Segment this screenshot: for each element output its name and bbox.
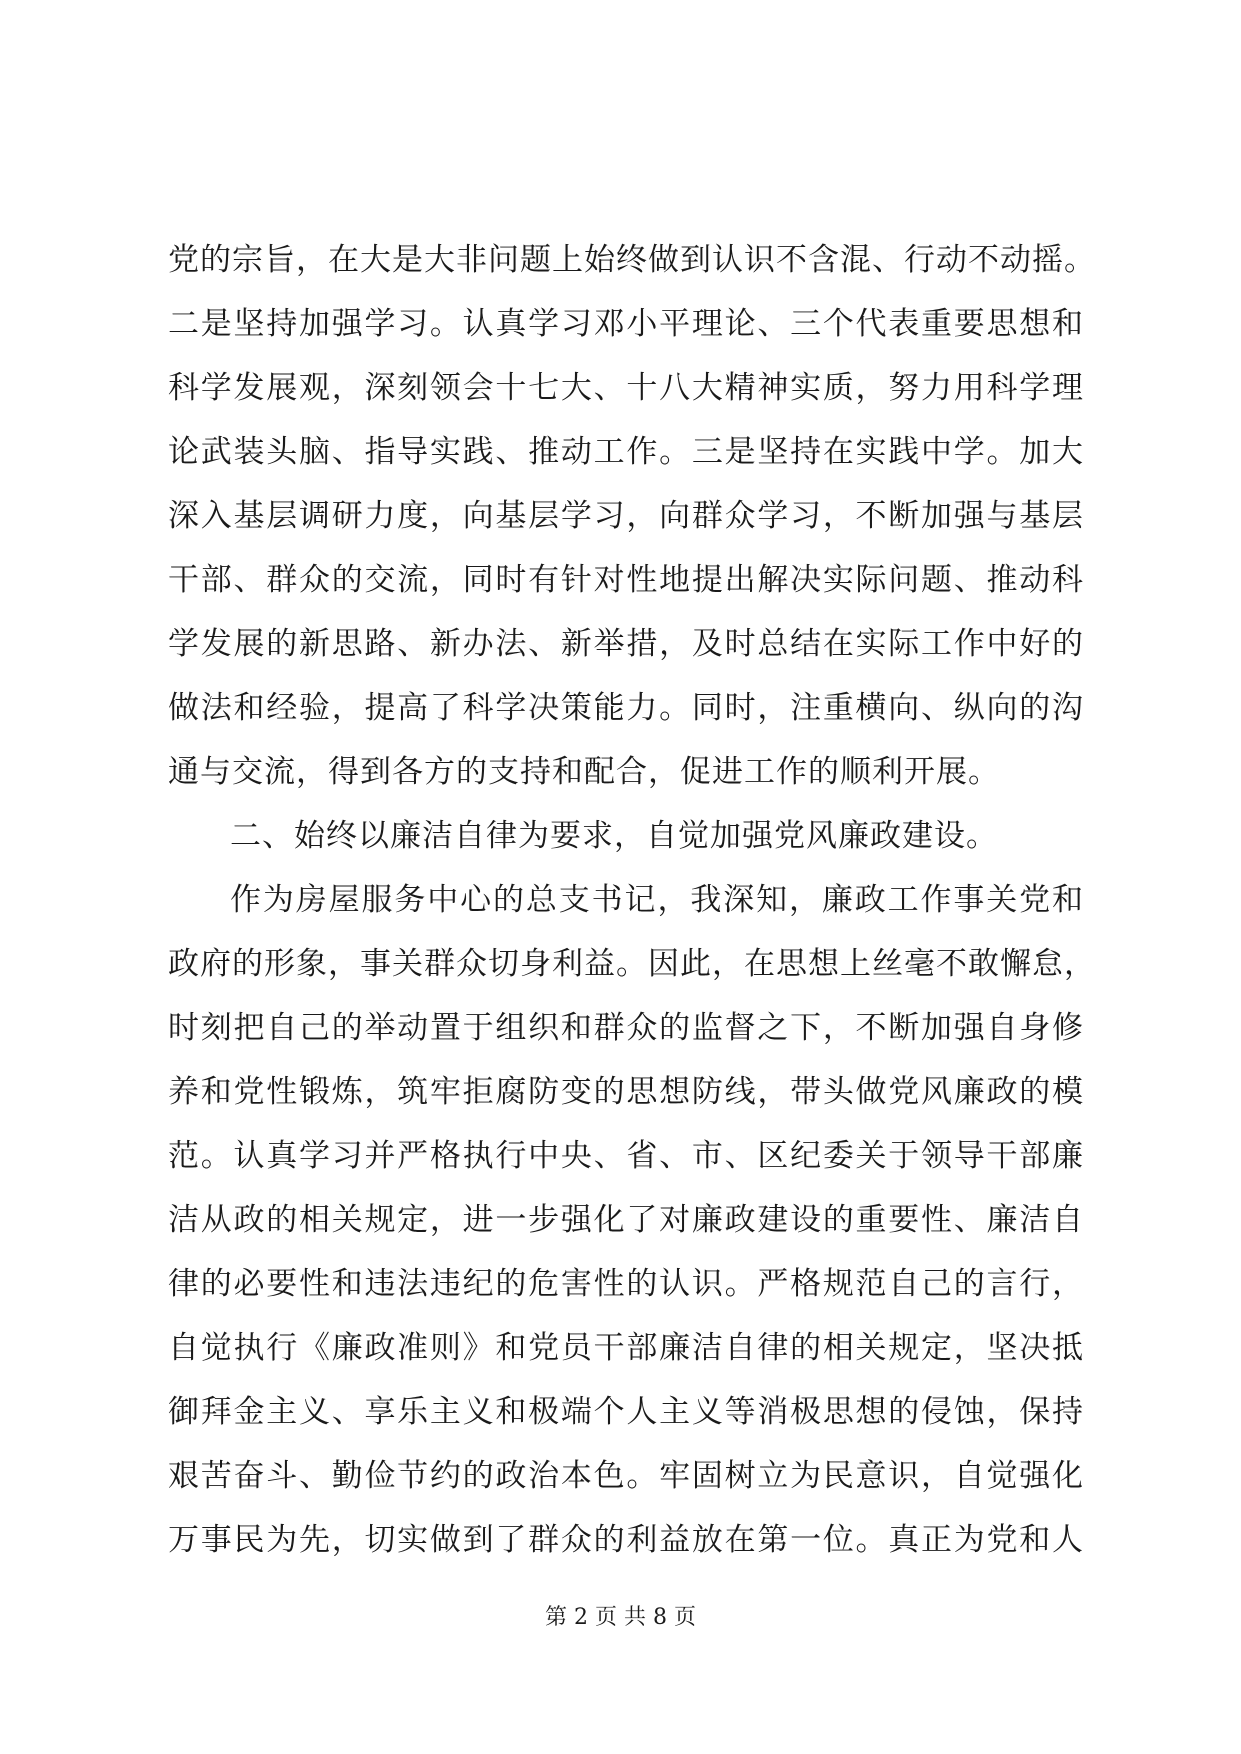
text-line: 艰苦奋斗、勤俭节约的政治本色。牢固树立为民意识，自觉强化 [168, 1458, 1084, 1494]
text-line: 时刻把自己的举动置于组织和群众的监督之下，不断加强自身修 [168, 1010, 1084, 1046]
text-line: 干部、群众的交流，同时有针对性地提出解决实际问题、推动科 [168, 562, 1084, 598]
page-footer: 第 2 页 共 8 页 [545, 1605, 696, 1630]
text-line: 万事民为先，切实做到了群众的利益放在第一位。真正为党和人 [168, 1522, 1084, 1558]
text-line: 范。认真学习并严格执行中央、省、市、区纪委关于领导干部廉 [168, 1138, 1084, 1174]
text-line: 御拜金主义、享乐主义和极端个人主义等消极思想的侵蚀，保持 [168, 1394, 1084, 1430]
text-line: 二是坚持加强学习。认真学习邓小平理论、三个代表重要思想和 [168, 306, 1084, 342]
text-line: 党的宗旨，在大是大非问题上始终做到认识不含混、行动不动摇。 [168, 242, 1096, 278]
text-line: 作为房屋服务中心的总支书记，我深知，廉政工作事关党和 [230, 882, 1084, 918]
text-line: 洁从政的相关规定，进一步强化了对廉政建设的重要性、廉洁自 [168, 1202, 1084, 1238]
text-line: 通与交流，得到各方的支持和配合，促进工作的顺利开展。 [168, 754, 1000, 790]
text-line: 政府的形象，事关群众切身利益。因此，在思想上丝毫不敢懈怠， [168, 946, 1096, 982]
text-line: 养和党性锻炼，筑牢拒腐防变的思想防线，带头做党风廉政的模 [168, 1074, 1084, 1110]
text-line: 学发展的新思路、新办法、新举措，及时总结在实际工作中好的 [168, 626, 1084, 662]
text-line: 科学发展观，深刻领会十七大、十八大精神实质，努力用科学理 [168, 370, 1084, 406]
text-line: 自觉执行《廉政准则》和党员干部廉洁自律的相关规定，坚决抵 [168, 1330, 1084, 1366]
text-line: 二、始终以廉洁自律为要求，自觉加强党风廉政建设。 [230, 818, 998, 854]
text-line: 深入基层调研力度，向基层学习，向群众学习，不断加强与基层 [168, 498, 1084, 534]
text-line: 论武装头脑、指导实践、推动工作。三是坚持在实践中学。加大 [168, 434, 1084, 470]
text-line: 做法和经验，提高了科学决策能力。同时，注重横向、纵向的沟 [168, 690, 1084, 726]
body-text [168, 228, 1096, 1572]
text-line: 律的必要性和违法违纪的危害性的认识。严格规范自己的言行， [168, 1266, 1084, 1302]
